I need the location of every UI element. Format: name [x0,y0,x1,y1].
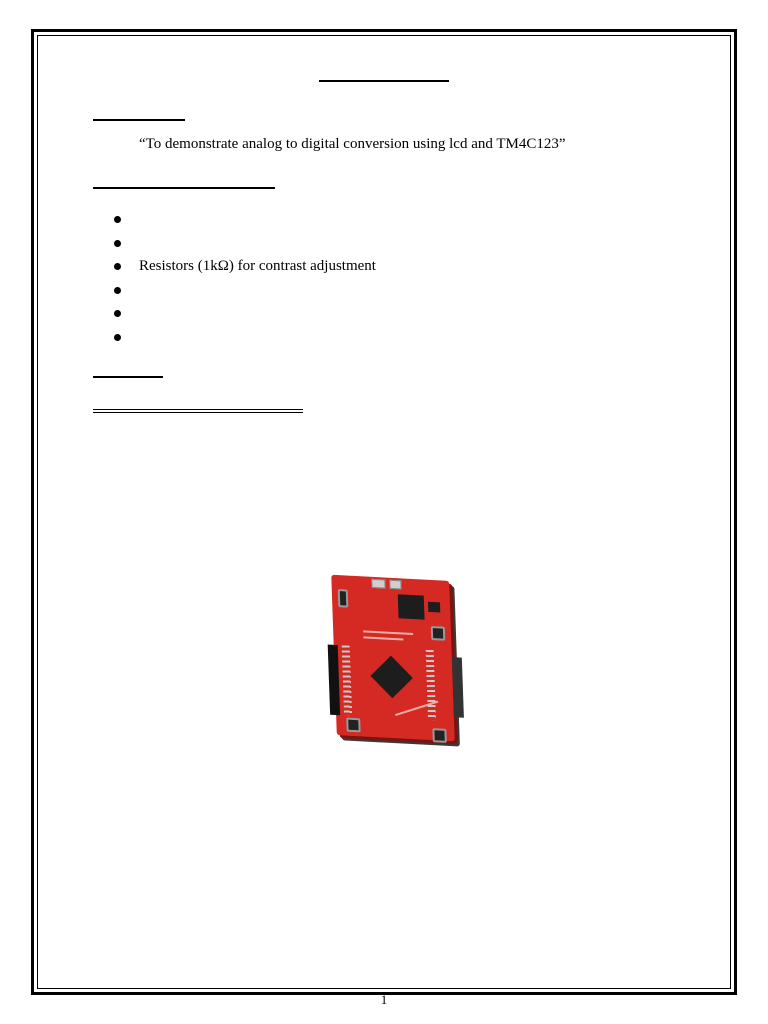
bullet-icon [114,334,121,341]
list-item [114,302,376,326]
board-pcb [331,575,455,742]
aim-heading-underline [93,119,185,121]
silkscreen-line [363,630,413,635]
pin-header-left-icon [328,645,340,716]
list-item-text: Resistors (1kΩ) for contrast adjustment [139,258,376,275]
theory-heading-underline [93,376,163,378]
list-item [114,232,376,256]
components-list [114,208,376,349]
user-button-left-icon [346,718,360,733]
bullet-icon [114,287,121,294]
list-item [114,326,376,350]
bullet-icon [114,216,121,223]
list-item [114,279,376,303]
tiva-launchpad-board-image [322,572,472,748]
pin-row-right-icon [426,650,436,721]
title-underline [319,80,449,82]
components-heading-underline [93,187,275,189]
usb-connector-icon [389,580,401,590]
section-heading-underline [93,409,303,413]
list-item [114,255,376,279]
user-button-right-icon [432,728,446,743]
page-number: 1 [380,992,388,1007]
list-item [114,208,376,232]
bullet-icon [114,240,121,247]
pin-row-left-icon [342,645,352,716]
small-chip-icon [428,602,440,613]
bullet-icon [114,263,121,270]
aim-statement: “To demonstrate analog to digital conversion using lcd and TM4C123” [139,136,566,152]
silkscreen-line [363,636,403,640]
power-switch-icon [338,589,349,608]
pin-header-right-icon [452,657,464,718]
usb-connector-icon [371,579,385,589]
reset-button-icon [431,626,445,641]
microcontroller-chip-icon [370,656,412,699]
debug-chip-icon [398,594,425,619]
bullet-icon [114,310,121,317]
page-border-inner [37,35,731,989]
